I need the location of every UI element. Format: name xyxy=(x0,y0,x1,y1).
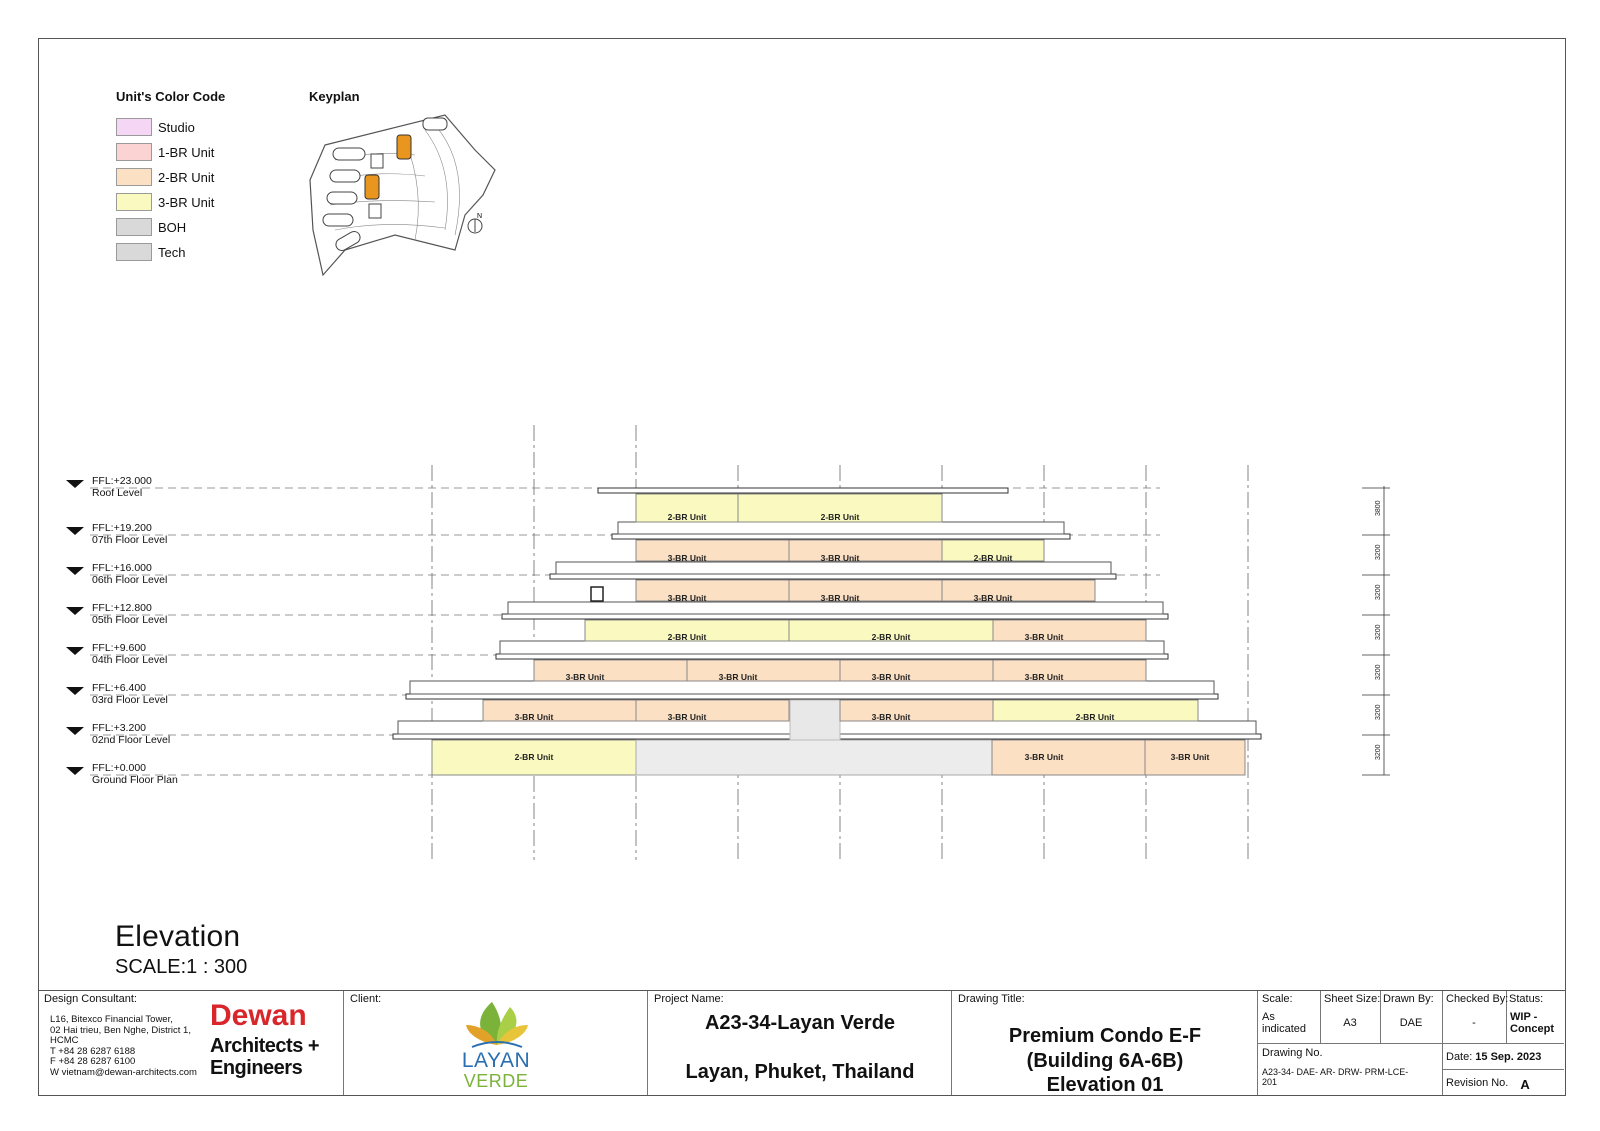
elevation-scale: SCALE:1 : 300 xyxy=(115,956,248,978)
unit-label: 3-BR Unit xyxy=(871,712,911,722)
legend-label: Tech xyxy=(158,244,186,260)
drawing-title-cell xyxy=(952,991,1258,1095)
slab xyxy=(502,614,1168,619)
drawing-no-value: A23-34- DAE- AR- DRW- PRM-LCE-201 xyxy=(1262,1067,1409,1087)
unit-block xyxy=(942,580,1095,601)
layan-leaf-icon xyxy=(462,997,532,1049)
balcony xyxy=(500,641,1164,654)
verde-logo-text: VERDE xyxy=(463,1071,529,1091)
unit-block xyxy=(993,620,1146,641)
consultant-label: Design Consultant: xyxy=(44,993,137,1005)
dimension-text: 3200 xyxy=(1375,744,1382,760)
drawing-title-label: Drawing Title: xyxy=(958,993,1025,1005)
revision-label: Revision No. xyxy=(1446,1077,1509,1089)
dewan-logo-line2: Architects + xyxy=(210,1035,320,1057)
legend-swatch xyxy=(116,218,152,236)
level-ffl: FFL:+19.200 xyxy=(92,522,152,534)
legend-swatch xyxy=(116,193,152,211)
status-label: Status: xyxy=(1509,993,1544,1005)
project-label: Project Name: xyxy=(654,993,724,1005)
unit-block xyxy=(993,660,1146,681)
roof-slab xyxy=(598,488,1008,493)
legend-swatch xyxy=(116,118,152,136)
unit-label: 3-BR Unit xyxy=(973,593,1013,603)
dimension-text: 3200 xyxy=(1375,664,1382,680)
level-ffl: FFL:+12.800 xyxy=(92,602,152,614)
unit-label: 3-BR Unit xyxy=(667,712,707,722)
unit-label: 3-BR Unit xyxy=(667,553,707,563)
legend-item-studio xyxy=(116,117,195,137)
date-field xyxy=(1446,1051,1541,1063)
slab xyxy=(406,694,1218,699)
address-line: L16, Bitexco Financial Tower, xyxy=(50,1014,173,1025)
sheet-size-label: Sheet Size: xyxy=(1324,993,1381,1005)
unit-block xyxy=(534,660,687,681)
keyplan-title: Keyplan xyxy=(309,89,360,104)
level-ffl: FFL:+0.000 xyxy=(92,762,146,774)
unit-label: 3-BR Unit xyxy=(565,672,605,682)
level-name: Roof Level xyxy=(92,487,143,499)
balcony xyxy=(508,602,1163,614)
legend-label: 2-BR Unit xyxy=(158,169,215,185)
project-cell xyxy=(648,991,952,1095)
date-value: 15 Sep. 2023 xyxy=(1475,1051,1542,1063)
project-name: A23-34-Layan Verde xyxy=(704,1012,896,1034)
unit-block xyxy=(992,740,1145,775)
level-name: 06th Floor Level xyxy=(92,574,168,586)
consultant-address xyxy=(50,1015,200,1078)
legend-label: Studio xyxy=(158,119,195,135)
legend-label: 3-BR Unit xyxy=(158,194,215,210)
balcony xyxy=(410,681,1214,694)
scale-label: Scale: xyxy=(1262,993,1293,1005)
level-ffl: FFL:+23.000 xyxy=(92,475,152,487)
level-ffl: FFL:+3.200 xyxy=(92,722,146,734)
north-arrow-label: N xyxy=(477,213,483,220)
legend-label: 1-BR Unit xyxy=(158,144,215,160)
level-ffl: FFL:+9.600 xyxy=(92,642,146,654)
unit-label: 3-BR Unit xyxy=(667,593,707,603)
unit-block xyxy=(789,540,942,561)
unit-label: 3-BR Unit xyxy=(820,593,860,603)
address-line: W vietnam@dewan-architects.com xyxy=(50,1066,197,1078)
legend-title: Unit's Color Code xyxy=(116,89,226,104)
slab xyxy=(612,534,1070,539)
unit-block xyxy=(840,700,993,721)
unit-label: 3-BR Unit xyxy=(718,672,758,682)
checked-by-label: Checked By: xyxy=(1446,993,1509,1005)
revision-field xyxy=(1446,1077,1530,1092)
drawn-by-value: DAE xyxy=(1399,1017,1423,1029)
unit-label: 3-BR Unit xyxy=(1024,672,1064,682)
dimension-text: 3800 xyxy=(1375,500,1382,516)
slab xyxy=(496,654,1168,659)
elevation-title: Elevation xyxy=(115,920,241,953)
unit-label: 2-BR Unit xyxy=(667,632,707,642)
unit-block xyxy=(636,580,789,601)
unit-label: 2-BR Unit xyxy=(667,512,707,522)
dimension-text: 3200 xyxy=(1375,544,1382,560)
legend-item-tech xyxy=(116,242,185,262)
legend-item-boh xyxy=(116,217,186,237)
status-value: WIP - Concept xyxy=(1510,1011,1554,1035)
stair-opening xyxy=(591,587,603,601)
level-name: 04th Floor Level xyxy=(92,654,168,666)
unit-block xyxy=(789,580,942,601)
drawing-title-line1: Premium Condo E-F xyxy=(1008,1025,1202,1047)
dimension-text: 3200 xyxy=(1375,704,1382,720)
level-name: Ground Floor Plan xyxy=(92,774,178,786)
dewan-logo: Dewan xyxy=(210,999,307,1032)
legend-item-2br xyxy=(116,167,214,187)
level-name: 07th Floor Level xyxy=(92,534,168,546)
core-block xyxy=(790,700,840,740)
sheet-info-grid xyxy=(1258,991,1564,1095)
unit-label: 2-BR Unit xyxy=(820,512,860,522)
layan-logo-text: LAYAN xyxy=(461,1049,531,1072)
scale-value: As indicated xyxy=(1262,1011,1307,1035)
dewan-logo-line3: Engineers xyxy=(210,1057,303,1079)
unit-block xyxy=(636,700,789,721)
legend-swatch xyxy=(116,143,152,161)
legend-label: BOH xyxy=(158,219,187,235)
project-location: Layan, Phuket, Thailand xyxy=(685,1061,915,1083)
unit-label: 3-BR Unit xyxy=(1024,752,1064,762)
unit-label: 2-BR Unit xyxy=(514,752,554,762)
unit-label: 2-BR Unit xyxy=(1075,712,1115,722)
address-line: 02 Hai trieu, Ben Nghe, District 1, xyxy=(50,1024,191,1036)
unit-block xyxy=(687,660,840,681)
unit-label: 3-BR Unit xyxy=(514,712,554,722)
drawing-title-line3: Elevation 01 xyxy=(1046,1074,1164,1096)
address-line: HCMC xyxy=(50,1035,79,1046)
title-block xyxy=(38,990,1566,1096)
unit-label: 2-BR Unit xyxy=(973,553,1013,563)
keyplan-map xyxy=(305,110,505,280)
unit-block xyxy=(483,700,636,721)
balcony xyxy=(618,522,1064,534)
level-ffl: FFL:+6.400 xyxy=(92,682,146,694)
elevation-drawing xyxy=(0,420,1600,860)
unit-label: 3-BR Unit xyxy=(1170,752,1210,762)
client-label: Client: xyxy=(350,993,382,1005)
revision-value: A xyxy=(1520,1077,1530,1092)
unit-label: 3-BR Unit xyxy=(1024,632,1064,642)
slab xyxy=(550,574,1116,579)
level-ffl: FFL:+16.000 xyxy=(92,562,152,574)
legend-item-3br xyxy=(116,192,214,212)
address-line: F +84 28 6287 6100 xyxy=(50,1056,136,1067)
level-name: 03rd Floor Level xyxy=(92,694,168,706)
level-name: 05th Floor Level xyxy=(92,614,168,626)
unit-label: 3-BR Unit xyxy=(871,672,911,682)
unit-label: 3-BR Unit xyxy=(820,553,860,563)
unit-block xyxy=(636,540,789,561)
boh-block xyxy=(636,740,992,775)
client-cell xyxy=(344,991,648,1095)
drawing-no-label: Drawing No. xyxy=(1262,1047,1323,1059)
unit-block xyxy=(840,660,993,681)
balcony xyxy=(556,562,1111,574)
drawing-title-line2: (Building 6A-6B) xyxy=(1026,1050,1184,1072)
level-name: 02nd Floor Level xyxy=(92,734,171,746)
drawn-by-label: Drawn By: xyxy=(1383,993,1434,1005)
consultant-cell xyxy=(38,991,344,1095)
legend-item-1br xyxy=(116,142,214,162)
address-line: T +84 28 6287 6188 xyxy=(50,1045,136,1057)
sheet-size-value: A3 xyxy=(1343,1017,1357,1029)
legend-swatch xyxy=(116,243,152,261)
dimension-text: 3200 xyxy=(1375,584,1382,600)
date-label: Date: xyxy=(1446,1051,1473,1063)
dimension-text: 3200 xyxy=(1375,624,1382,640)
legend-swatch xyxy=(116,168,152,186)
unit-label: 2-BR Unit xyxy=(871,632,911,642)
checked-by-value: - xyxy=(1472,1017,1476,1029)
